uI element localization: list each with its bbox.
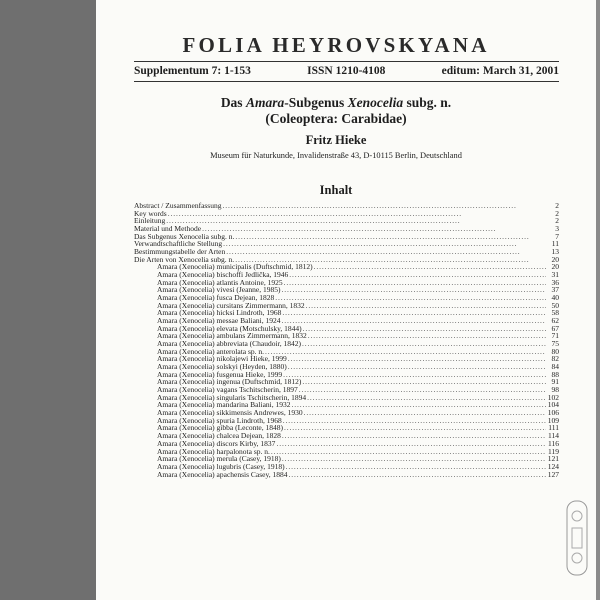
toc-leader-dots [166, 217, 546, 225]
toc-leader-dots [302, 378, 546, 386]
toc-entry-label: Amara (Xenocelia) elevata (Motschulsky, 1844) [157, 323, 302, 333]
toc-entry-label: Amara (Xenocelia) municipalis (Duftschmid, 1812) [157, 262, 313, 272]
toc-leader-dots [283, 417, 546, 425]
toc-leader-dots [226, 248, 546, 256]
toc-leader-dots [284, 424, 546, 432]
journal-meta [134, 65, 559, 77]
toc-entry-page: 13 [551, 247, 559, 257]
toc-entry-page: 67 [551, 323, 559, 333]
toc-leader-dots [202, 225, 546, 233]
toc-entry-page: 40 [551, 293, 559, 303]
toc-entry-label: Amara (Xenocelia) lugubris (Casey, 1918) [157, 461, 285, 471]
toc-entry-label: Amara (Xenocelia) nikolajewi Hieke, 1999 [157, 354, 287, 364]
document-page [96, 0, 596, 600]
toc-entry-page: 98 [551, 385, 559, 395]
toc-entry-label: Amara (Xenocelia) fusgenua Hieke, 1999 [157, 369, 283, 379]
toc-entry [134, 202, 559, 210]
toc-entry-page: 109 [547, 415, 559, 425]
toc-leader-dots [283, 371, 546, 379]
toc-leader-dots [284, 279, 546, 287]
toc-entry-page: 119 [548, 446, 559, 456]
rule-top [134, 61, 559, 62]
table-of-contents [134, 202, 559, 478]
toc-leader-dots [303, 325, 546, 333]
toc-entry-page: 36 [551, 277, 559, 287]
toc-entry-label: Amara (Xenocelia) hicksi Lindroth, 1968 [157, 308, 282, 318]
toc-entry-label: Amara (Xenocelia) cursitans Zimmermann, 1832 [157, 300, 305, 310]
toc-leader-dots [282, 286, 547, 294]
toc-entry-page: 91 [551, 377, 559, 387]
article-title-line1: Das Amara-Subgenus Xenocelia subg. n. [220, 95, 452, 110]
toc-leader-dots [282, 317, 547, 325]
author-affiliation: Museum für Naturkunde, Invalidenstraße 43, D-10115 Berlin, Deutschland [210, 151, 462, 160]
toc-entry-label: Amara (Xenocelia) atlantis Antoine, 1925 [157, 277, 283, 287]
toc-entry-label: Bestimmungstabelle der Arten [134, 247, 226, 257]
toc-entry-label: Amara (Xenocelia) abbreviata (Chaudoir, 1842) [157, 339, 302, 349]
toc-entry [134, 210, 559, 218]
toc-heading: Inhalt [319, 183, 353, 197]
toc-leader-dots [235, 233, 546, 241]
toc-entry-label: Amara (Xenocelia) spuria Lindroth, 1968 [157, 415, 282, 425]
toc-entry-page: 50 [551, 300, 559, 310]
toc-entry-page: 2 [555, 216, 559, 226]
toc-entry-page: 121 [547, 454, 559, 464]
toc-leader-dots [265, 348, 546, 356]
toc-entry-page: 3 [555, 224, 559, 234]
toc-leader-dots [275, 294, 546, 302]
toc-entry-label: Amara (Xenocelia) bischoffi Jedlička, 1946 [157, 270, 289, 280]
toc-entry-label: Das Subgenus Xenocelia subg. n. [134, 231, 235, 241]
issn: ISSN 1210-4108 [307, 65, 386, 77]
toc-leader-dots [307, 394, 546, 402]
toc-leader-dots [276, 440, 546, 448]
toc-entry-page: 11 [551, 239, 559, 249]
toc-entry-label: Amara (Xenocelia) harpalonota sp. n. [157, 446, 270, 456]
toc-entry-page: 2 [555, 208, 559, 218]
toc-leader-dots [292, 401, 547, 409]
toc-entry-label: Amara (Xenocelia) fusca Dejean, 1828 [157, 293, 275, 303]
toc-leader-dots [282, 309, 546, 317]
toc-entry-page: 111 [548, 423, 559, 433]
toc-entry-page: 102 [547, 392, 559, 402]
toc-entry-label: Die Arten von Xenocelia subg. n. [134, 254, 235, 264]
toc-entry-label: Abstract / Zusammenfassung [134, 201, 222, 210]
toc-leader-dots [299, 386, 546, 394]
author-name: Fritz Hieke [305, 133, 367, 147]
toc-entry-page: 20 [551, 254, 559, 264]
toc-entry-page: 104 [547, 400, 559, 410]
toc-leader-dots [288, 363, 546, 371]
toc-leader-dots [222, 202, 546, 210]
article-title-line2: (Coleoptera: Carabidae) [265, 111, 407, 126]
toc-entry-label: Amara (Xenocelia) solskyi (Heyden, 1880) [157, 362, 287, 372]
toc-entry-page: 84 [551, 362, 559, 372]
toc-leader-dots [314, 263, 546, 271]
toc-entry-label: Key words [134, 208, 167, 218]
toc-entry-label: Amara (Xenocelia) chalcea Dejean, 1828 [157, 431, 281, 441]
library-stamp-icon [566, 500, 588, 576]
toc-entry-page: 116 [548, 438, 559, 448]
toc-entry-label: Verwandtschaftliche Stellung [134, 239, 223, 249]
toc-entry-page: 114 [548, 431, 559, 441]
toc-entry-label: Amara (Xenocelia) vagans Tschitscherin, 1897 [157, 385, 298, 395]
toc-entry-page: 37 [551, 285, 559, 295]
toc-entry-page: 88 [551, 369, 559, 379]
toc-leader-dots [304, 409, 546, 417]
toc-entry-label: Einleitung [134, 216, 166, 226]
toc-leader-dots [308, 332, 546, 340]
toc-entry-label: Amara (Xenocelia) ambulans Zimmermann, 1832 [157, 331, 307, 341]
toc-entry-page: 80 [551, 346, 559, 356]
edit-date: editum: March 31, 2001 [441, 65, 559, 77]
journal-title: FOLIA HEYROVSKYANA [182, 33, 490, 57]
supplement-info: Supplementum 7: 1-153 [134, 65, 251, 77]
toc-entry-label: Amara (Xenocelia) merula (Casey, 1918) [157, 454, 281, 464]
toc-entry-page: 31 [551, 270, 559, 280]
toc-entry-page: 127 [547, 469, 559, 479]
toc-entry-page: 71 [551, 331, 559, 341]
toc-entry-page: 58 [551, 308, 559, 318]
toc-leader-dots [302, 340, 546, 348]
toc-leader-dots [288, 355, 546, 363]
toc-leader-dots [282, 432, 546, 440]
toc-entry-page: 62 [551, 316, 559, 326]
toc-species-entry [134, 471, 559, 479]
toc-entry-label: Amara (Xenocelia) anterolata sp. n. [157, 346, 265, 356]
toc-entry-page: 20 [551, 262, 559, 272]
toc-entry-label: Amara (Xenocelia) mandarina Baliani, 1932 [157, 400, 291, 410]
toc-entry-page: 7 [555, 231, 559, 241]
toc-entry-label: Amara (Xenocelia) apachensis Casey, 1884 [157, 469, 288, 479]
toc-entry-page: 82 [551, 354, 559, 364]
article-title [96, 95, 576, 127]
toc-leader-dots [271, 448, 546, 456]
toc-entry-page: 106 [547, 408, 559, 418]
toc-leader-dots [223, 240, 546, 248]
toc-entry-label: Amara (Xenocelia) singularis Tschitscherin, 1894 [157, 392, 307, 402]
toc-entry-page: 124 [547, 461, 559, 471]
toc-leader-dots [289, 471, 546, 479]
toc-entry-label: Amara (Xenocelia) gibba (Leconte, 1848) [157, 423, 283, 433]
page-edge-shadow [596, 0, 600, 600]
toc-leader-dots [168, 210, 546, 218]
toc-entry-label: Material und Methode [134, 224, 202, 234]
toc-leader-dots [282, 455, 546, 463]
toc-leader-dots [289, 271, 546, 279]
toc-leader-dots [306, 302, 546, 310]
toc-entry-page: 2 [555, 201, 559, 210]
toc-leader-dots [286, 463, 546, 471]
toc-entry-page: 75 [551, 339, 559, 349]
toc-entry-label: Amara (Xenocelia) discors Kirby, 1837 [157, 438, 276, 448]
toc-entry-label: Amara (Xenocelia) ingenua (Duftschmid, 1812) [157, 377, 302, 387]
toc-entry-label: Amara (Xenocelia) sikkimensis Andrewes, 1930 [157, 408, 303, 418]
toc-entry-label: Amara (Xenocelia) vivesi (Jeanne, 1985) [157, 285, 281, 295]
rule-bottom [134, 81, 559, 82]
toc-entry-label: Amara (Xenocelia) messae Baliani, 1924 [157, 316, 281, 326]
